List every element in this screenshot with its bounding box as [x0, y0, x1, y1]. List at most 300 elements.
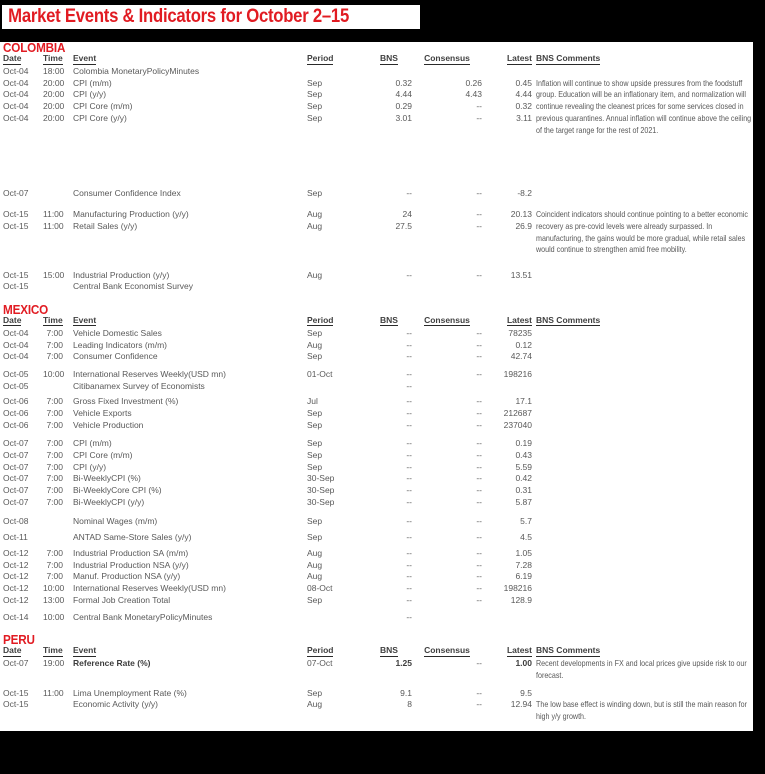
cell-period: Aug: [307, 209, 323, 220]
cell-period: Sep: [307, 450, 323, 461]
column-header-bns: [380, 316, 412, 327]
cell-period: Sep: [307, 532, 323, 543]
column-header-label: Date: [3, 314, 22, 325]
cell-date: Oct-07: [3, 473, 29, 484]
cell-time: 20:00: [43, 112, 65, 123]
cell-event: International Reserves Weekly(USD mn): [73, 582, 226, 593]
cell-latest: 42.74: [510, 351, 532, 362]
cell-consensus: --: [476, 327, 482, 338]
cell-time: 7:00: [46, 496, 63, 507]
cell-time: 7:00: [46, 547, 63, 558]
table-row: [3, 532, 753, 544]
cell-date: Oct-08: [3, 515, 29, 526]
cell-consensus: --: [476, 396, 482, 407]
cell-comments-spacer: [532, 340, 753, 352]
cell-time: [43, 699, 63, 711]
cell-latest: 0.45: [515, 77, 532, 88]
column-header-label: BNS Comments: [536, 53, 601, 63]
cell-latest: 4.5: [520, 532, 532, 543]
column-header-bns: [380, 54, 412, 65]
cell-time: [43, 281, 63, 293]
bns-comment: Recent developments in FX and local prices give upside risk to our forecast.: [536, 658, 747, 680]
cell-period: 30-Sep: [307, 473, 335, 484]
page-title: Market Events & Indicators for October 2–15: [8, 6, 349, 27]
cell-comments-spacer: [532, 473, 753, 485]
column-header-event: [63, 54, 307, 65]
cell-comments-spacer: [532, 420, 753, 432]
cell-comments-spacer: [532, 351, 753, 363]
cell-period: 30-Sep: [307, 496, 335, 507]
cell-latest: 12.94: [510, 699, 532, 710]
cell-time: 7:00: [46, 571, 63, 582]
cell-period: Sep: [307, 515, 323, 526]
cell-comments-spacer: [532, 450, 753, 462]
cell-bns: --: [406, 450, 412, 461]
cell-consensus: [412, 381, 482, 393]
cell-date: Oct-15: [3, 281, 29, 292]
cell-time: 7:00: [46, 351, 63, 362]
cell-period: Sep: [307, 419, 323, 430]
cell-period: Sep: [307, 351, 323, 362]
cell-bns: 27.5: [395, 220, 412, 231]
cell-event: Industrial Production NSA (y/y): [73, 559, 189, 570]
cell-bns: --: [406, 515, 412, 526]
cell-period: 08-Oct: [307, 582, 333, 593]
cell-event: Economic Activity (y/y): [73, 699, 159, 710]
cell-consensus: --: [476, 269, 482, 280]
cell-time: 20:00: [43, 89, 65, 100]
cell-bns: 0.29: [395, 101, 412, 112]
column-header-label: Time: [43, 53, 63, 63]
cell-consensus: [412, 281, 482, 293]
cell-latest: [482, 66, 532, 78]
cell-latest: 4.44: [515, 89, 532, 100]
cell-comments-spacer: [532, 438, 753, 450]
cell-date: Oct-12: [3, 582, 29, 593]
cell-date: Oct-15: [3, 687, 29, 698]
table-row: [3, 450, 753, 462]
cell-period: Sep: [307, 89, 323, 100]
cell-latest: 13.51: [510, 269, 532, 280]
cell-period: Sep: [307, 327, 323, 338]
cell-bns: 8: [407, 699, 412, 710]
cell-comments-spacer: [532, 188, 753, 200]
column-header-label: BNS Comments: [536, 645, 601, 655]
cell-period: Sep: [307, 687, 323, 698]
cell-period: Sep: [307, 438, 323, 449]
column-header-latest: [482, 316, 532, 327]
event-group: [3, 438, 753, 508]
cell-date: Oct-04: [3, 77, 29, 88]
table-row: [3, 270, 753, 282]
cell-comments-spacer: [532, 612, 753, 624]
table-row: [3, 485, 753, 497]
cell-comments-spacer: [532, 560, 753, 572]
cell-event: CPI (m/m): [73, 438, 112, 449]
column-header-row-mexico: [3, 316, 753, 326]
column-header-event: [63, 316, 307, 327]
cell-consensus: --: [476, 209, 482, 220]
cell-event: Bi-WeeklyCPI (%): [73, 473, 141, 484]
column-header-label: BNS: [380, 314, 398, 325]
cell-date: Oct-12: [3, 559, 29, 570]
table-row: [3, 473, 753, 485]
cell-comments-spacer: [532, 688, 753, 700]
event-group: [3, 396, 753, 431]
table-row: [3, 340, 753, 352]
column-header-date: [3, 54, 43, 65]
cell-time: 7:00: [46, 419, 63, 430]
cell-event: Reference Rate (%): [73, 658, 151, 668]
cell-period: Aug: [307, 547, 323, 558]
column-header-label: Time: [43, 645, 63, 655]
column-header-label: Period: [307, 645, 334, 655]
cell-consensus: --: [476, 450, 482, 461]
bns-comment: Inflation will continue to show upside pressures from the foodstuff group. Education will be an inflationary item, and normalization will continue revealing the cleanest prices for some services closed in previous quarantines. Annual inflation will continue above the ceiling of the target range for the rest of 2021.: [536, 77, 752, 135]
cell-bns: --: [406, 571, 412, 582]
event-group: [3, 548, 753, 606]
cell-period: 01-Oct: [307, 368, 333, 379]
cell-period: Sep: [307, 408, 323, 418]
cell-time: 7:00: [46, 438, 63, 449]
cell-date: Oct-04: [3, 339, 29, 350]
cell-comments-spacer: [532, 328, 753, 340]
event-group: [3, 612, 753, 624]
cell-date: Oct-04: [3, 351, 29, 362]
cell-time: 20:00: [43, 101, 65, 112]
column-header-event: [63, 646, 307, 657]
cell-date: Oct-04: [3, 66, 29, 76]
cell-event: Consumer Confidence Index: [73, 188, 181, 199]
column-header-label: BNS: [380, 53, 398, 63]
column-header-label: Latest: [506, 314, 532, 325]
cell-date: Oct-04: [3, 101, 29, 112]
cell-latest: 128.9: [510, 594, 532, 605]
cell-event: Citibanamex Survey of Economists: [73, 380, 205, 391]
cell-time: 20:00: [43, 77, 65, 88]
cell-time: 7:00: [46, 408, 63, 418]
cell-consensus: --: [476, 112, 482, 123]
column-header-bns-comments: [532, 646, 753, 657]
cell-date: Oct-07: [3, 496, 29, 507]
cell-consensus: --: [476, 571, 482, 582]
event-group: [3, 516, 753, 528]
table-row: [3, 612, 753, 624]
cell-bns: --: [406, 473, 412, 484]
column-header-label: BNS Comments: [536, 314, 601, 325]
table-row: [3, 560, 753, 572]
cell-latest: 212687: [503, 408, 532, 418]
table-row: [3, 420, 753, 432]
cell-latest: 6.19: [515, 571, 532, 582]
cell-time: 19:00: [43, 658, 65, 668]
cell-bns: --: [406, 485, 412, 496]
cell-comments-spacer: [532, 66, 753, 78]
event-group: [3, 687, 753, 722]
cell-date: Oct-04: [3, 327, 29, 338]
cell-bns: --: [406, 408, 412, 418]
cell-period: Jul: [307, 396, 318, 407]
cell-latest: 20.13: [510, 209, 532, 220]
cell-date: Oct-06: [3, 419, 29, 430]
table-row: [3, 188, 753, 200]
bns-comment: Coincident indicators should continue pointing to a better economic recovery as pre-covid levels were already surpassed. In manufacturing, the gains would be more gradual, while retail sales would continue to strengthen amid free mobility.: [536, 209, 748, 255]
cell-consensus: --: [476, 473, 482, 484]
cell-bns: --: [406, 380, 412, 391]
cell-period: Sep: [307, 77, 323, 88]
column-header-row-peru: [3, 646, 753, 656]
cell-event: CPI Core (m/m): [73, 101, 133, 112]
cell-latest: 3.11: [516, 112, 532, 123]
cell-comments-spacer: [532, 281, 753, 293]
cell-event: Leading Indicators (m/m): [73, 339, 168, 350]
cell-comments-spacer: [532, 548, 753, 560]
cell-event: Colombia MonetaryPolicyMinutes: [73, 66, 200, 76]
column-header-label: Event: [73, 53, 97, 63]
column-header-label: Event: [73, 645, 97, 655]
cell-comments-spacer: [532, 532, 753, 544]
cell-period: 07-Oct: [307, 658, 333, 668]
column-header-time: [43, 54, 63, 65]
cell-time: [43, 381, 63, 393]
cell-time: [43, 188, 63, 200]
cell-time: 7:00: [46, 485, 63, 496]
cell-latest: [482, 381, 532, 393]
cell-consensus: --: [476, 594, 482, 605]
cell-period: [307, 281, 380, 293]
cell-consensus: [412, 612, 482, 624]
cell-bns: --: [406, 339, 412, 350]
cell-time: 7:00: [46, 473, 63, 484]
cell-bns: 1.25: [395, 658, 412, 668]
cell-period: Sep: [307, 188, 323, 199]
cell-consensus: --: [476, 658, 482, 668]
cell-date: Oct-15: [3, 699, 29, 710]
cell-event: Retail Sales (y/y): [73, 220, 138, 231]
cell-date: Oct-12: [3, 547, 29, 558]
cell-consensus: [412, 66, 482, 78]
cell-time: 18:00: [43, 66, 65, 76]
event-group: [3, 328, 753, 363]
cell-event: Formal Job Creation Total: [73, 594, 171, 605]
section-title-text: MEXICO: [3, 301, 49, 317]
cell-latest: [482, 612, 532, 624]
cell-time: 7:00: [46, 559, 63, 570]
cell-bns: --: [406, 547, 412, 558]
cell-event: Bi-WeeklyCore CPI (%): [73, 485, 162, 496]
cell-consensus: --: [476, 582, 482, 593]
column-header-time: [43, 316, 63, 327]
cell-event: Nominal Wages (m/m): [73, 515, 158, 526]
cell-latest: [482, 281, 532, 293]
cell-event: Gross Fixed Investment (%): [73, 396, 179, 407]
cell-consensus: --: [476, 438, 482, 449]
cell-bns: --: [406, 396, 412, 407]
cell-time: 7:00: [46, 327, 63, 338]
event-group: [3, 532, 753, 544]
cell-consensus: 0.26: [465, 77, 482, 88]
section-title-mexico: [3, 301, 753, 317]
cell-comments-spacer: [532, 462, 753, 474]
cell-time: 15:00: [43, 269, 65, 280]
cell-time: 11:00: [43, 209, 64, 220]
table-row: [3, 583, 753, 595]
cell-latest: 0.43: [515, 450, 532, 461]
cell-latest: 0.12: [515, 339, 532, 350]
cell-consensus: --: [476, 188, 482, 199]
cell-latest: 0.19: [515, 438, 532, 449]
cell-consensus: --: [476, 368, 482, 379]
column-header-bns-comments: [532, 54, 753, 65]
cell-event: ANTAD Same-Store Sales (y/y): [73, 532, 192, 543]
column-header-label: Consensus: [424, 314, 470, 325]
cell-latest: -8.2: [517, 188, 532, 199]
cell-date: Oct-15: [3, 220, 29, 231]
cell-bns: 0.32: [395, 77, 412, 88]
table-row: [3, 66, 753, 78]
cell-date: Oct-06: [3, 408, 29, 418]
cell-period: Aug: [307, 571, 323, 582]
cell-time: [43, 516, 63, 528]
column-header-period: [307, 316, 380, 327]
column-header-label: Event: [73, 314, 97, 325]
cell-time: 11:00: [43, 220, 64, 231]
cell-bns: --: [406, 351, 412, 362]
section-title-colombia: [3, 42, 753, 54]
cell-period: Aug: [307, 269, 323, 280]
cell-consensus: --: [476, 220, 482, 231]
section-title-text: PERU: [3, 632, 35, 647]
cell-event: Consumer Confidence: [73, 351, 158, 362]
cell-consensus: --: [476, 532, 482, 543]
column-header-label: Period: [307, 314, 334, 325]
cell-bns: [380, 281, 412, 293]
column-header-label: Latest: [506, 645, 532, 655]
cell-bns: [380, 66, 412, 78]
cell-latest: 0.42: [515, 473, 532, 484]
cell-period: [307, 381, 380, 393]
cell-date: Oct-12: [3, 571, 29, 582]
column-header-latest: [482, 54, 532, 65]
table-row: [3, 381, 753, 393]
column-header-label: Date: [3, 53, 22, 63]
cell-event: Vehicle Exports: [73, 408, 132, 418]
section-title-peru: [3, 634, 753, 646]
event-group: [3, 658, 753, 680]
section-title-text: COLOMBIA: [3, 42, 66, 55]
cell-latest: 237040: [503, 419, 532, 430]
column-header-period: [307, 646, 380, 657]
event-group: [3, 188, 753, 200]
table-row: [3, 571, 753, 583]
cell-time: 11:00: [43, 687, 64, 698]
cell-bns: --: [406, 532, 412, 543]
cell-date: Oct-05: [3, 380, 29, 391]
cell-event: Vehicle Domestic Sales: [73, 327, 162, 338]
cell-comments-spacer: [532, 485, 753, 497]
cell-comments-spacer: [532, 381, 753, 393]
cell-comments-spacer: [532, 516, 753, 528]
cell-bns: --: [406, 419, 412, 430]
cell-event: Central Bank Economist Survey: [73, 281, 193, 292]
cell-latest: 5.87: [515, 496, 532, 507]
cell-date: Oct-07: [3, 438, 29, 449]
cell-event: Bi-WeeklyCPI (y/y): [73, 496, 145, 507]
cell-consensus: --: [476, 687, 482, 698]
table-row: [3, 438, 753, 450]
column-header-label: Latest: [506, 53, 532, 63]
cell-latest: 5.59: [515, 461, 532, 472]
cell-event: Manuf. Production NSA (y/y): [73, 571, 181, 582]
table-row: [3, 548, 753, 560]
column-header-bns-comments: [532, 316, 753, 327]
report-title-bar: [2, 5, 420, 29]
cell-comments-spacer: [532, 595, 753, 607]
cell-latest: 7.28: [515, 559, 532, 570]
table-row: [3, 369, 753, 381]
table-row: [3, 281, 753, 293]
cell-date: Oct-15: [3, 269, 29, 280]
cell-date: Oct-07: [3, 188, 29, 199]
cell-period: 30-Sep: [307, 485, 335, 496]
column-header-date: [3, 316, 43, 327]
cell-time: 10:00: [43, 368, 65, 379]
cell-date: Oct-06: [3, 396, 29, 407]
cell-bns: 24: [402, 209, 412, 220]
cell-time: 7:00: [46, 461, 63, 472]
cell-latest: 17.1: [515, 396, 532, 407]
cell-latest: 198216: [503, 368, 532, 379]
report-body: [0, 42, 753, 731]
cell-bns: --: [406, 368, 412, 379]
cell-latest: 1.00: [515, 658, 532, 668]
cell-period: Aug: [307, 559, 323, 570]
cell-date: Oct-07: [3, 658, 29, 668]
cell-period: Aug: [307, 339, 323, 350]
column-header-label: BNS: [380, 645, 398, 655]
cell-event: CPI (y/y): [73, 89, 107, 100]
cell-latest: 0.31: [515, 485, 532, 496]
cell-consensus: 4.43: [465, 89, 482, 100]
cell-bns: --: [406, 269, 412, 280]
table-row: [3, 351, 753, 363]
cell-latest: 9.5: [520, 687, 532, 698]
column-header-time: [43, 646, 63, 657]
cell-consensus: --: [476, 339, 482, 350]
cell-date: Oct-11: [3, 532, 28, 543]
cell-event: CPI Core (y/y): [73, 112, 127, 123]
column-header-label: Consensus: [424, 645, 470, 655]
cell-event: Lima Unemployment Rate (%): [73, 687, 187, 698]
cell-bns: --: [406, 612, 412, 623]
cell-date: Oct-12: [3, 594, 29, 605]
cell-bns: --: [406, 461, 412, 472]
cell-date: Oct-07: [3, 485, 29, 496]
cell-date: Oct-07: [3, 461, 29, 472]
cell-event: Central Bank MonetaryPolicyMinutes: [73, 612, 213, 623]
cell-consensus: --: [476, 461, 482, 472]
cell-date: Oct-15: [3, 209, 29, 220]
column-header-consensus: [412, 316, 482, 327]
cell-bns: --: [406, 496, 412, 507]
cell-consensus: --: [476, 699, 482, 710]
cell-bns: --: [406, 594, 412, 605]
cell-event: Industrial Production (y/y): [73, 269, 170, 280]
cell-comments-spacer: [532, 369, 753, 381]
cell-latest: 78235: [508, 327, 532, 338]
event-group: [3, 270, 753, 293]
column-header-label: Time: [43, 314, 63, 325]
